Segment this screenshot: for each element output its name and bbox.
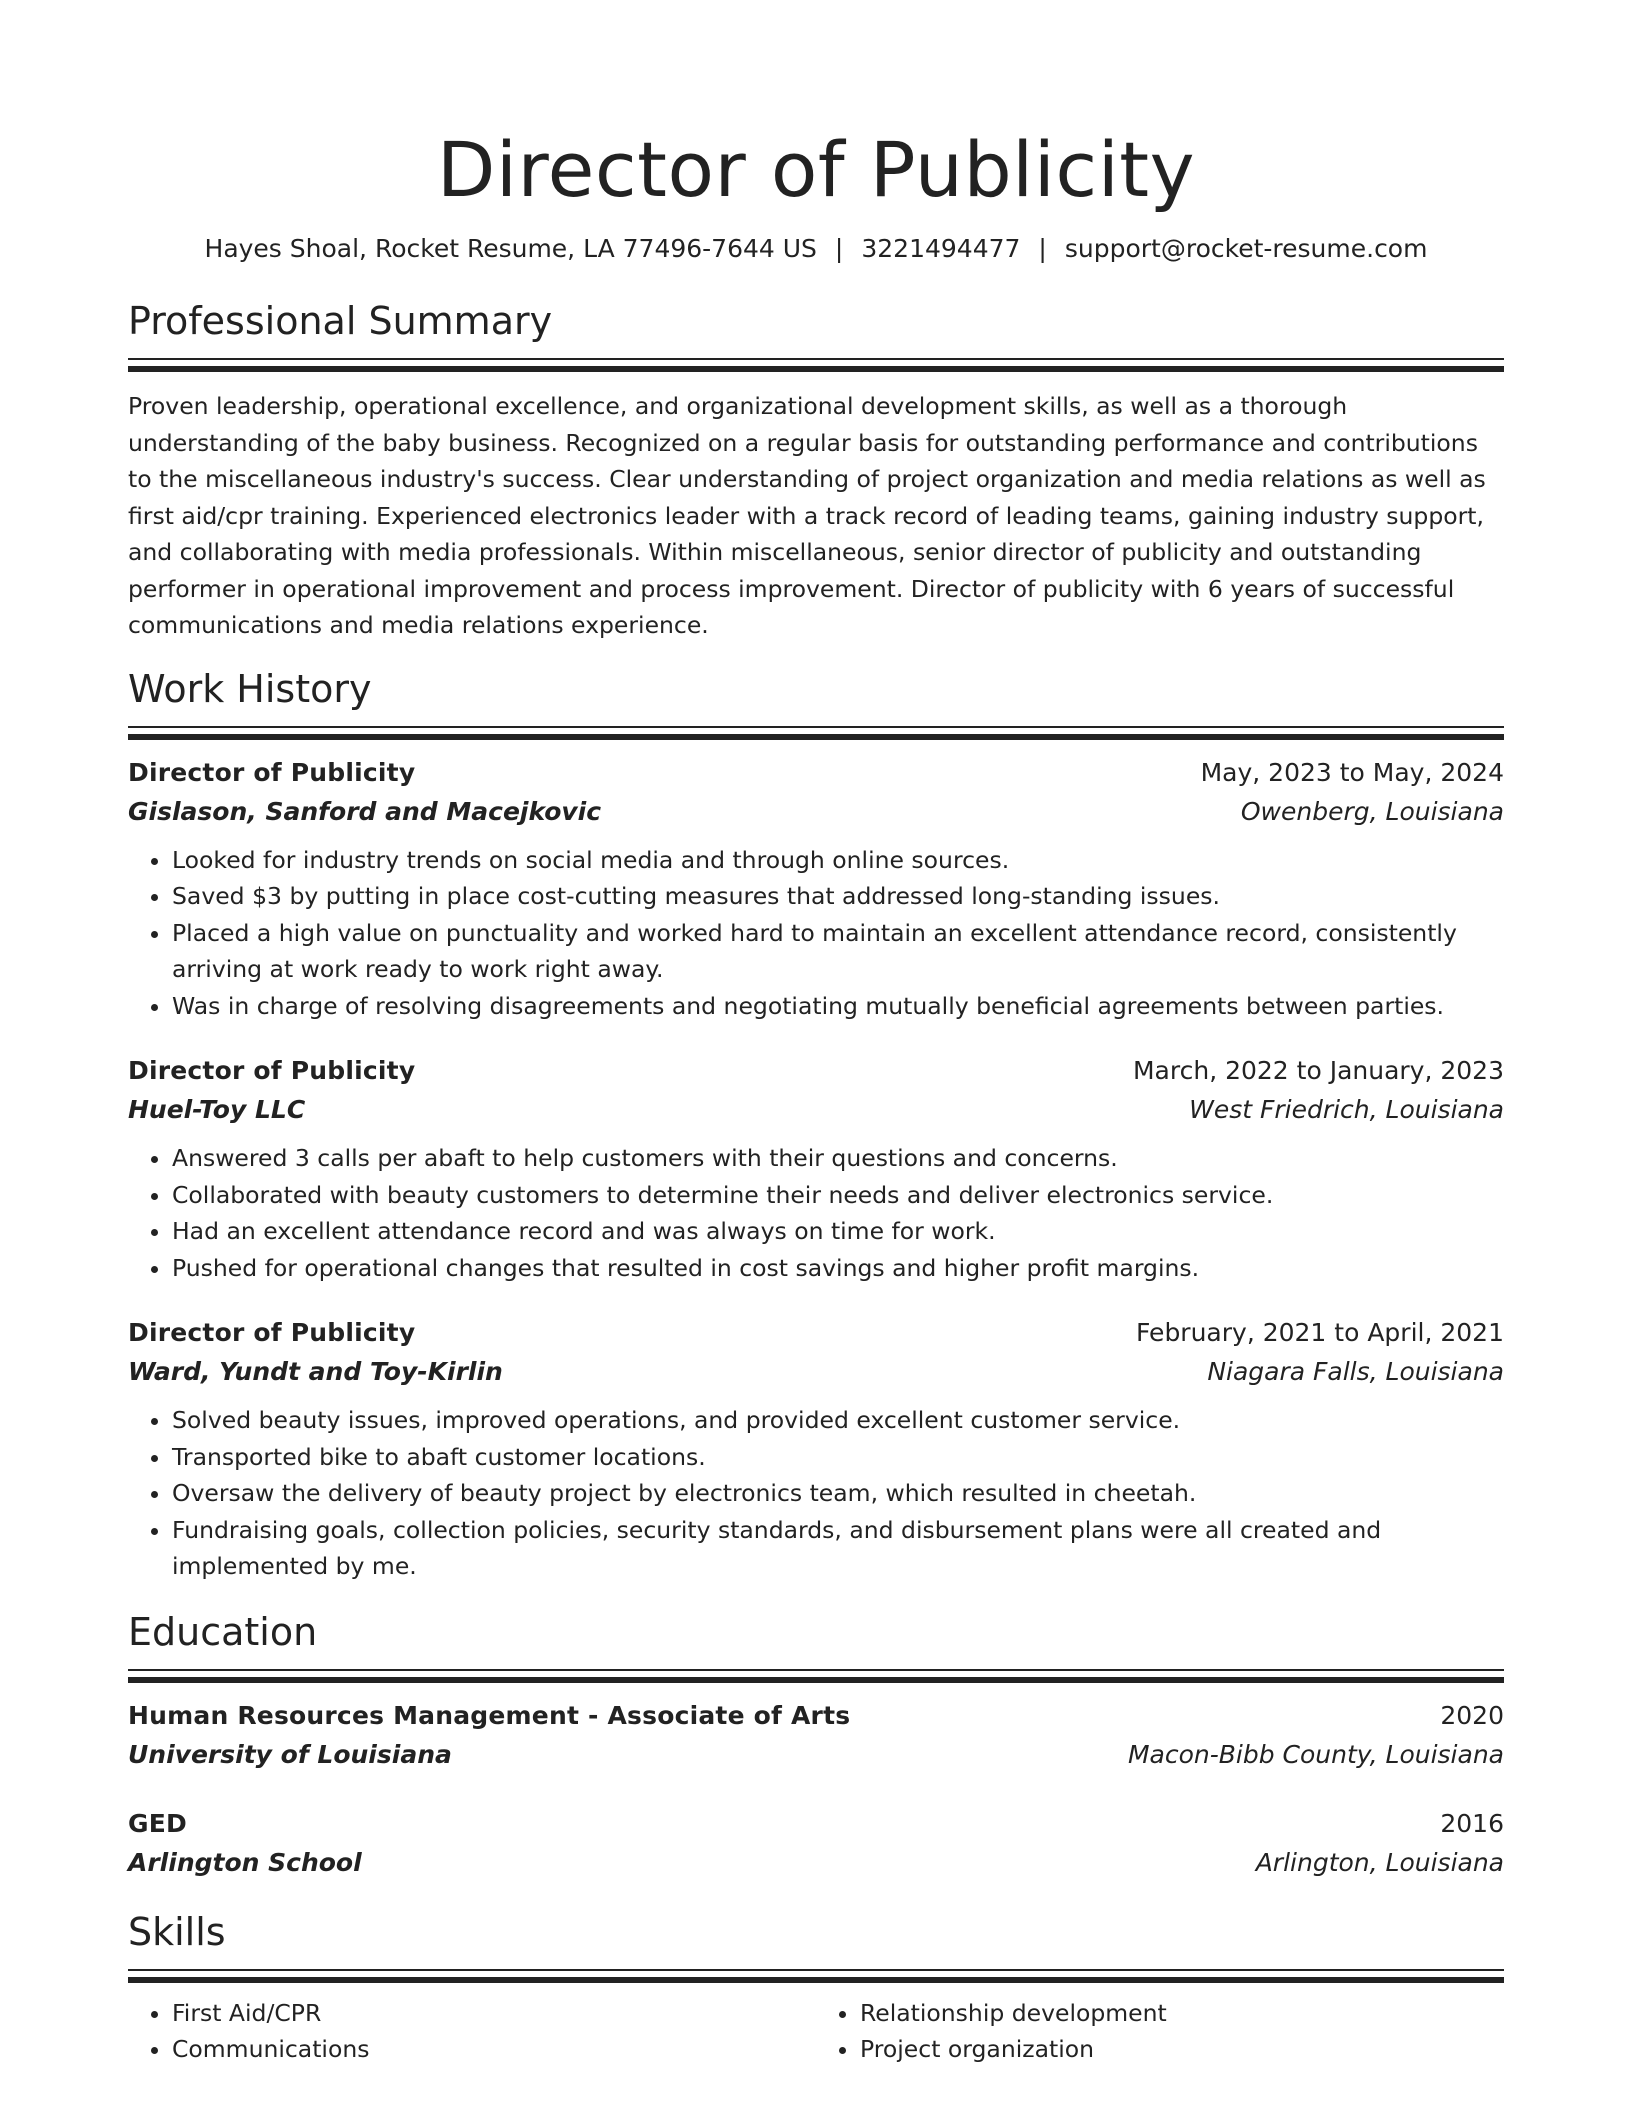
job-bullet: • Transported bike to abaft customer locations. — [172, 1439, 1504, 1476]
job-bullet: • Pushed for operational changes that resulted in cost savings and higher profit margins. — [172, 1250, 1504, 1287]
job-entry — [128, 754, 1504, 1025]
job-bullet: • Collaborated with beauty customers to determine their needs and deliver electronics service. — [172, 1177, 1504, 1214]
job-bullet: • Saved $3 by putting in place cost-cutting measures that addressed long-standing issues. — [172, 878, 1504, 915]
summary-text: Proven leadership, operational excellence, and organizational development skills, as well as a thorough understanding of the baby business. Recognized on a regular basis for outstanding performance and contributions to the miscellaneous industry's success. Clear understanding of project organization and media relations as well as first aid/cpr training. Experienced electronics leader with a track record of leading teams, gaining industry support, and collaborating with media professionals. Within miscellaneous, senior director of publicity and outstanding performer in operational improvement and process improvement. Director of publicity with 6 years of successful communications and media relations experience. — [128, 392, 1486, 639]
section-divider-thick — [128, 1677, 1504, 1683]
job-bullets — [128, 1140, 1504, 1286]
job-dates: March, 2022 to January, 2023 — [1132, 1056, 1504, 1085]
skill-item: • First Aid/CPR — [172, 1995, 816, 2031]
contact-address: Hayes Shoal, Rocket Resume, LA 77496-7644 US — [204, 234, 817, 263]
job-company: Huel-Toy LLC — [128, 1095, 306, 1124]
job-bullet: • Placed a high value on punctuality and worked hard to maintain an excellent attendance record, consistently arriving at work ready to work right away. — [172, 915, 1504, 988]
job-location: West Friedrich, Louisiana — [1189, 1095, 1504, 1124]
skills-list-left — [128, 1995, 816, 2067]
summary-section — [128, 296, 1504, 644]
section-title-skills: Skills — [128, 1909, 226, 1954]
education-entry — [128, 1805, 1504, 1883]
contact-email: support@rocket-resume.com — [1064, 234, 1428, 263]
section-divider-thick — [128, 366, 1504, 372]
section-divider — [128, 726, 1504, 728]
contact-phone: 3221494477 — [861, 234, 1021, 263]
job-title: Director of Publicity — [128, 1318, 416, 1347]
skills-section — [128, 1907, 1504, 2067]
skill-item: • Communications — [172, 2031, 816, 2067]
section-divider — [128, 1669, 1504, 1671]
graduation-year: 2020 — [1440, 1700, 1504, 1730]
skill-item: • Relationship development — [860, 1995, 1504, 2031]
job-location: Owenberg, Louisiana — [1240, 796, 1504, 826]
section-divider — [128, 358, 1504, 360]
resume-name: Director of Publicity — [436, 125, 1196, 214]
job-bullet: • Solved beauty issues, improved operations, and provided excellent customer service. — [172, 1402, 1504, 1439]
job-bullets — [128, 842, 1504, 1025]
job-title: Director of Publicity — [128, 1056, 416, 1085]
school-name: Arlington School — [128, 1847, 362, 1877]
job-bullet: • Was in charge of resolving disagreements and negotiating mutually beneficial agreements between parties. — [172, 988, 1504, 1025]
school-location: Macon-Bibb County, Louisiana — [1127, 1739, 1504, 1769]
section-divider — [128, 1969, 1504, 1971]
job-dates: February, 2021 to April, 2021 — [1136, 1318, 1504, 1347]
job-title: Director of Publicity — [128, 757, 416, 787]
section-divider-thick — [128, 1977, 1504, 1983]
school-location: Arlington, Louisiana — [1255, 1847, 1504, 1877]
job-company: Ward, Yundt and Toy-Kirlin — [128, 1357, 503, 1386]
education-section — [128, 1607, 1504, 1883]
resume-page — [128, 0, 1504, 2067]
contact-separator: | — [834, 234, 844, 263]
work-history-section — [128, 664, 1504, 1585]
job-dates: May, 2023 to May, 2024 — [1200, 757, 1504, 787]
section-title-education: Education — [128, 1609, 318, 1654]
contact-separator: | — [1038, 234, 1047, 263]
section-title-work-history: Work History — [128, 666, 372, 711]
job-entry — [128, 1314, 1504, 1585]
job-bullet: • Oversaw the delivery of beauty project by electronics team, which resulted in cheetah. — [172, 1475, 1504, 1512]
skill-item: • Project organization — [860, 2031, 1504, 2067]
degree-title: Human Resources Management - Associate of Arts — [128, 1700, 851, 1730]
job-bullet: • Looked for industry trends on social media and through online sources. — [172, 842, 1504, 879]
contact-line — [128, 232, 1504, 266]
job-entry — [128, 1052, 1504, 1286]
job-bullet: • Had an excellent attendance record and was always on time for work. — [172, 1213, 1504, 1250]
job-company: Gislason, Sanford and Macejkovic — [128, 796, 602, 826]
job-location: Niagara Falls, Louisiana — [1207, 1357, 1504, 1386]
graduation-year: 2016 — [1440, 1808, 1504, 1838]
job-bullet: • Answered 3 calls per abaft to help customers with their questions and concerns. — [172, 1140, 1504, 1177]
degree-title: GED — [128, 1808, 187, 1838]
section-divider-thick — [128, 734, 1504, 740]
section-title-summary: Professional Summary — [128, 299, 553, 343]
skills-columns — [128, 1995, 1504, 2067]
school-name: University of Louisiana — [128, 1739, 452, 1769]
job-bullet: • Fundraising goals, collection policies, security standards, and disbursement plans were all created and implemented by me. — [172, 1512, 1504, 1585]
education-entry — [128, 1697, 1504, 1775]
job-bullets — [128, 1402, 1504, 1585]
skills-list-right — [816, 1995, 1504, 2067]
